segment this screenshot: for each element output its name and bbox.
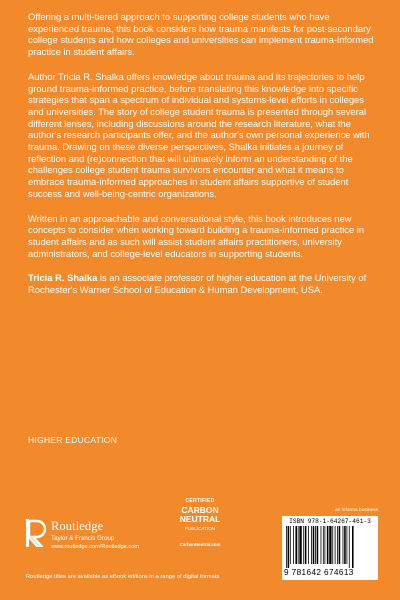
barcode-bar <box>329 526 331 564</box>
barcode-bar <box>332 526 333 564</box>
description-paragraph-1: Offering a multi-tiered approach to supporting college students who have experienced trauma, this book considers how trauma manifests for post-secondary college students and how colleges and universities can implement trauma-informed practice in student affairs. <box>28 11 374 58</box>
carbon-neutral-label <box>176 506 224 524</box>
publisher-group: Taylor & Francis Group <box>51 535 115 542</box>
description-text <box>28 11 374 309</box>
carbon-main-line-2: NEUTRAL <box>179 514 221 524</box>
barcode-bar <box>290 526 291 564</box>
barcode-bar <box>315 526 316 564</box>
barcode-bar <box>343 526 344 564</box>
barcode-bar <box>321 526 322 564</box>
carbon-certified-label: CERTIFIED <box>185 498 215 504</box>
barcode-bar <box>337 526 338 564</box>
barcode-bar <box>295 526 297 564</box>
barcode-bar <box>305 526 307 564</box>
barcode-bar <box>311 526 312 564</box>
barcode-bar <box>323 526 324 564</box>
barcode-bar <box>298 526 299 564</box>
carbon-site-label: CarbonNeutral.com <box>179 542 221 547</box>
carbon-main-line-1: CARBON <box>181 505 219 515</box>
informa-business-line: an informa business <box>335 508 378 513</box>
routledge-logo-icon <box>26 519 48 547</box>
barcode-bar <box>335 526 336 564</box>
isbn-barcode <box>282 516 378 580</box>
ebook-footnote: Routledge titles are available as eBook editions in a range of digital formats <box>26 574 220 580</box>
barcode-background <box>282 516 378 580</box>
publisher-logo <box>26 517 166 549</box>
barcode-bar <box>347 526 348 564</box>
barcode-bar <box>325 526 326 564</box>
barcode-digits: 9 781642 674613 <box>284 568 354 577</box>
barcode-bar <box>352 526 354 568</box>
author-bio <box>28 272 374 295</box>
barcode-bar <box>344 526 346 564</box>
author-bio-name: Tricia R. Shalka <box>28 272 98 284</box>
subject-category: HIGHER EDUCATION <box>28 435 117 445</box>
barcode-bar <box>293 526 294 564</box>
barcode-bar <box>339 526 341 564</box>
barcode-bar <box>308 526 309 564</box>
isbn-text: ISBN 978-1-64267-461-3 <box>289 518 371 525</box>
barcode-bars <box>286 526 374 568</box>
barcode-bar <box>349 526 350 568</box>
barcode-bar <box>288 526 290 568</box>
barcode-bar <box>303 526 304 564</box>
carbon-publication-label: PUBLICATION <box>184 526 216 531</box>
carbon-neutral-badge <box>176 498 224 556</box>
barcode-bar <box>313 526 315 564</box>
author-bio-text: is an associate professor of higher education at the University of Rochester's Warner School of Education & Human Development, USA. <box>28 272 367 296</box>
barcode-bar <box>317 526 319 564</box>
barcode-bar <box>299 526 301 564</box>
barcode-bar <box>286 526 287 568</box>
publisher-url: www.routledge.com/Routledge.com <box>51 544 139 550</box>
description-paragraph-3: Written in an approachable and conversational style, this book introduces new concepts to consider when working toward building a trauma-informed practice in student affairs and as such will assist student affairs practitioners, university administrators, and college-level educators in supporting students. <box>28 212 365 259</box>
barcode-bar <box>327 526 329 564</box>
description-paragraph-2: Author Tricia R. Shalka offers knowledge about trauma and its trajectories to help ground trauma-informed practice, before translating this knowledge into specific strategies that span a spectrum of individual and systems-level efforts in colleges and universities. The story of college student trauma is presented through several different lenses, including discussions around the research literature, what the author's research participants offer, and the author's own personal experience with trauma. Drawing on these diverse perspectives, Shalka initiates a journey of reflection and (re)connection that will ultimately inform an understanding of the challenges college student trauma survivors encounter and what it means to embrace trauma-informed approaches in student affairs supportive of student success and well-being-centric organizations. <box>28 70 370 199</box>
publisher-name: Routledge <box>51 519 104 533</box>
